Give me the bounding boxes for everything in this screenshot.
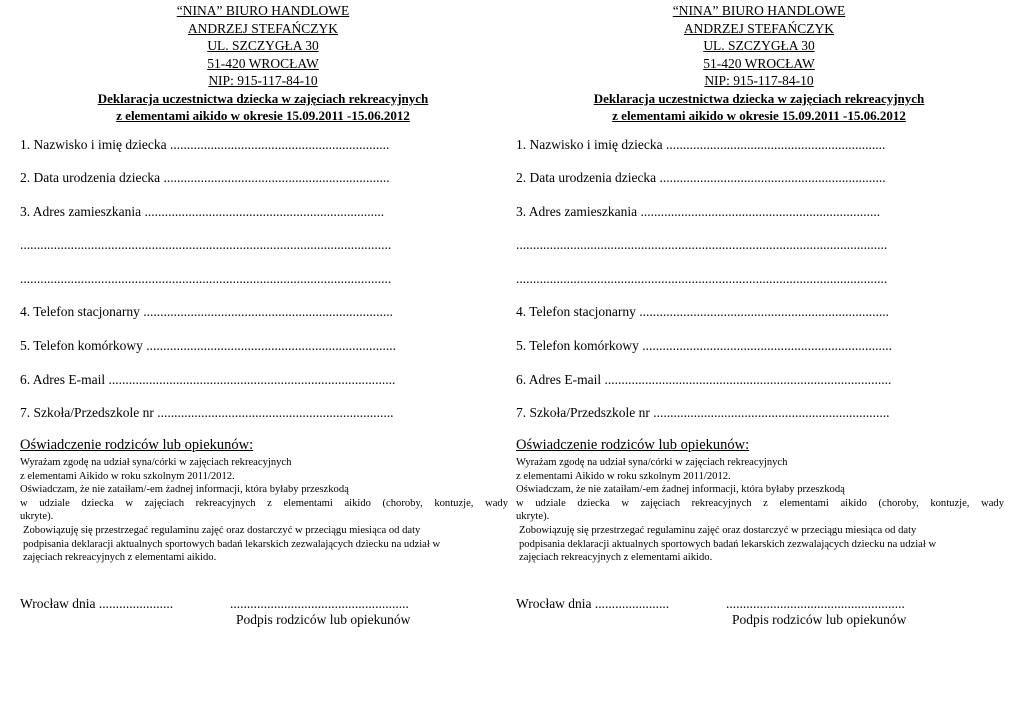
place-date-field: Wrocław dnia ......................	[516, 596, 670, 611]
declaration-line: z elementami Aikido w roku szkolnym 2011/2012.	[20, 470, 235, 482]
declaration-line: w udziale dziecka w zajęciach rekreacyjnych z elementami aikido (choroby, kontuzje, wady	[20, 497, 508, 509]
signature-caption: Podpis rodziców lub opiekunów	[732, 612, 907, 627]
company-name: “NINA” BIURO HANDLOWE	[176, 3, 350, 18]
child-name-field: 1. Nazwisko i imię dziecka .................................................................	[20, 137, 390, 152]
birth-date-field: 2. Data urodzenia dziecka ...................................................................	[516, 170, 886, 185]
form-copy-right	[514, 0, 1004, 725]
nip-number: NIP: 915-117-84-10	[208, 73, 318, 88]
declaration-text	[516, 456, 1004, 565]
form-header	[18, 2, 508, 125]
declaration-title: Oświadczenie rodziców lub opiekunów:	[516, 437, 750, 453]
declaration-text	[20, 456, 508, 565]
declaration-line: Wyrażam zgodę na udział syna/córki w zajęciach rekreacyjnych	[516, 457, 788, 468]
owner-name: ANDRZEJ STEFAŃCZYK	[187, 20, 339, 36]
address-line3-field: ..............................................................................................................	[20, 271, 392, 286]
declaration-line: podpisania deklaracji aktualnych sportowych badań lekarskich zezwalających dziecku na udział w	[519, 538, 937, 550]
declaration-line: Oświadczam, że nie zataiłam/-em żadnej informacji, która byłaby przeszkodą	[20, 484, 349, 496]
address-line3-field: ..............................................................................................................	[516, 271, 888, 286]
declaration-line: podpisania deklaracji aktualnych sportowych badań lekarskich zezwalających dziecku na udział w	[23, 538, 441, 550]
declaration-line: z elementami Aikido w roku szkolnym 2011/2012.	[516, 470, 731, 482]
mobile-field: 5. Telefon komórkowy ..........................................................................	[516, 338, 893, 353]
declaration-line: Wyrażam zgodę na udział syna/córki w zajęciach rekreacyjnych	[20, 457, 292, 468]
form-title-line2: z elementami aikido w okresie 15.09.2011 -15.06.2012	[612, 108, 906, 123]
declaration-line: ukryte).	[516, 511, 550, 523]
school-field: 7. Szkoła/Przedszkole nr ......................................................................	[20, 405, 394, 420]
school-field: 7. Szkoła/Przedszkole nr ......................................................................	[516, 405, 890, 420]
city-address: 51-420 WROCŁAW	[207, 55, 319, 71]
email-field: 6. Adres E-mail .....................................................................................	[20, 372, 396, 387]
signature-caption: Podpis rodziców lub opiekunów	[236, 612, 411, 627]
birth-date-field: 2. Data urodzenia dziecka ...................................................................	[20, 170, 390, 185]
address-field: 3. Adres zamieszkania .......................................................................	[20, 204, 385, 219]
declaration-line: Oświadczam, że nie zataiłam/-em żadnej informacji, która byłaby przeszkodą	[516, 484, 845, 496]
company-name: “NINA” BIURO HANDLOWE	[672, 3, 846, 18]
declaration-title: Oświadczenie rodziców lub opiekunów:	[20, 437, 254, 453]
declaration-line: ukryte).	[20, 511, 54, 523]
street-address: UL. SZCZYGŁA 30	[207, 38, 319, 53]
declaration-line: Zobowiązuję się przestrzegać regulaminu zajęć oraz dostarczyć w przeciągu miesiąca od daty	[519, 524, 917, 536]
form-title-line2: z elementami aikido w okresie 15.09.2011 -15.06.2012	[116, 108, 410, 123]
form-header	[514, 2, 1004, 125]
landline-field: 4. Telefon stacjonarny ..........................................................................	[516, 304, 890, 319]
nip-number: NIP: 915-117-84-10	[704, 73, 814, 88]
child-name-field: 1. Nazwisko i imię dziecka .................................................................	[516, 137, 886, 152]
signature-line: .....................................................	[230, 596, 409, 611]
address-field: 3. Adres zamieszkania .......................................................................	[516, 204, 881, 219]
street-address: UL. SZCZYGŁA 30	[703, 38, 815, 53]
address-line2-field: ..............................................................................................................	[20, 237, 392, 252]
owner-name: ANDRZEJ STEFAŃCZYK	[683, 20, 835, 36]
email-field: 6. Adres E-mail .....................................................................................	[516, 372, 892, 387]
form-title-line1: Deklaracja uczestnictwa dziecka w zajęciach rekreacyjnych	[593, 90, 925, 106]
declaration-line: zajęciach rekreacyjnych z elementami aikido.	[23, 552, 217, 564]
declaration-line: Zobowiązuję się przestrzegać regulaminu zajęć oraz dostarczyć w przeciągu miesiąca od daty	[23, 524, 421, 536]
declaration-line: w udziale dziecka w zajęciach rekreacyjnych z elementami aikido (choroby, kontuzje, wady	[516, 497, 1004, 509]
signature-line: .....................................................	[726, 596, 905, 611]
city-address: 51-420 WROCŁAW	[703, 55, 815, 71]
address-line2-field: ..............................................................................................................	[516, 237, 888, 252]
place-date-field: Wrocław dnia ......................	[20, 596, 174, 611]
form-copy-left	[18, 0, 508, 725]
form-title-line1: Deklaracja uczestnictwa dziecka w zajęciach rekreacyjnych	[97, 90, 429, 106]
declaration-line: zajęciach rekreacyjnych z elementami aikido.	[519, 552, 713, 564]
landline-field: 4. Telefon stacjonarny ..........................................................................	[20, 304, 394, 319]
mobile-field: 5. Telefon komórkowy ..........................................................................	[20, 338, 397, 353]
